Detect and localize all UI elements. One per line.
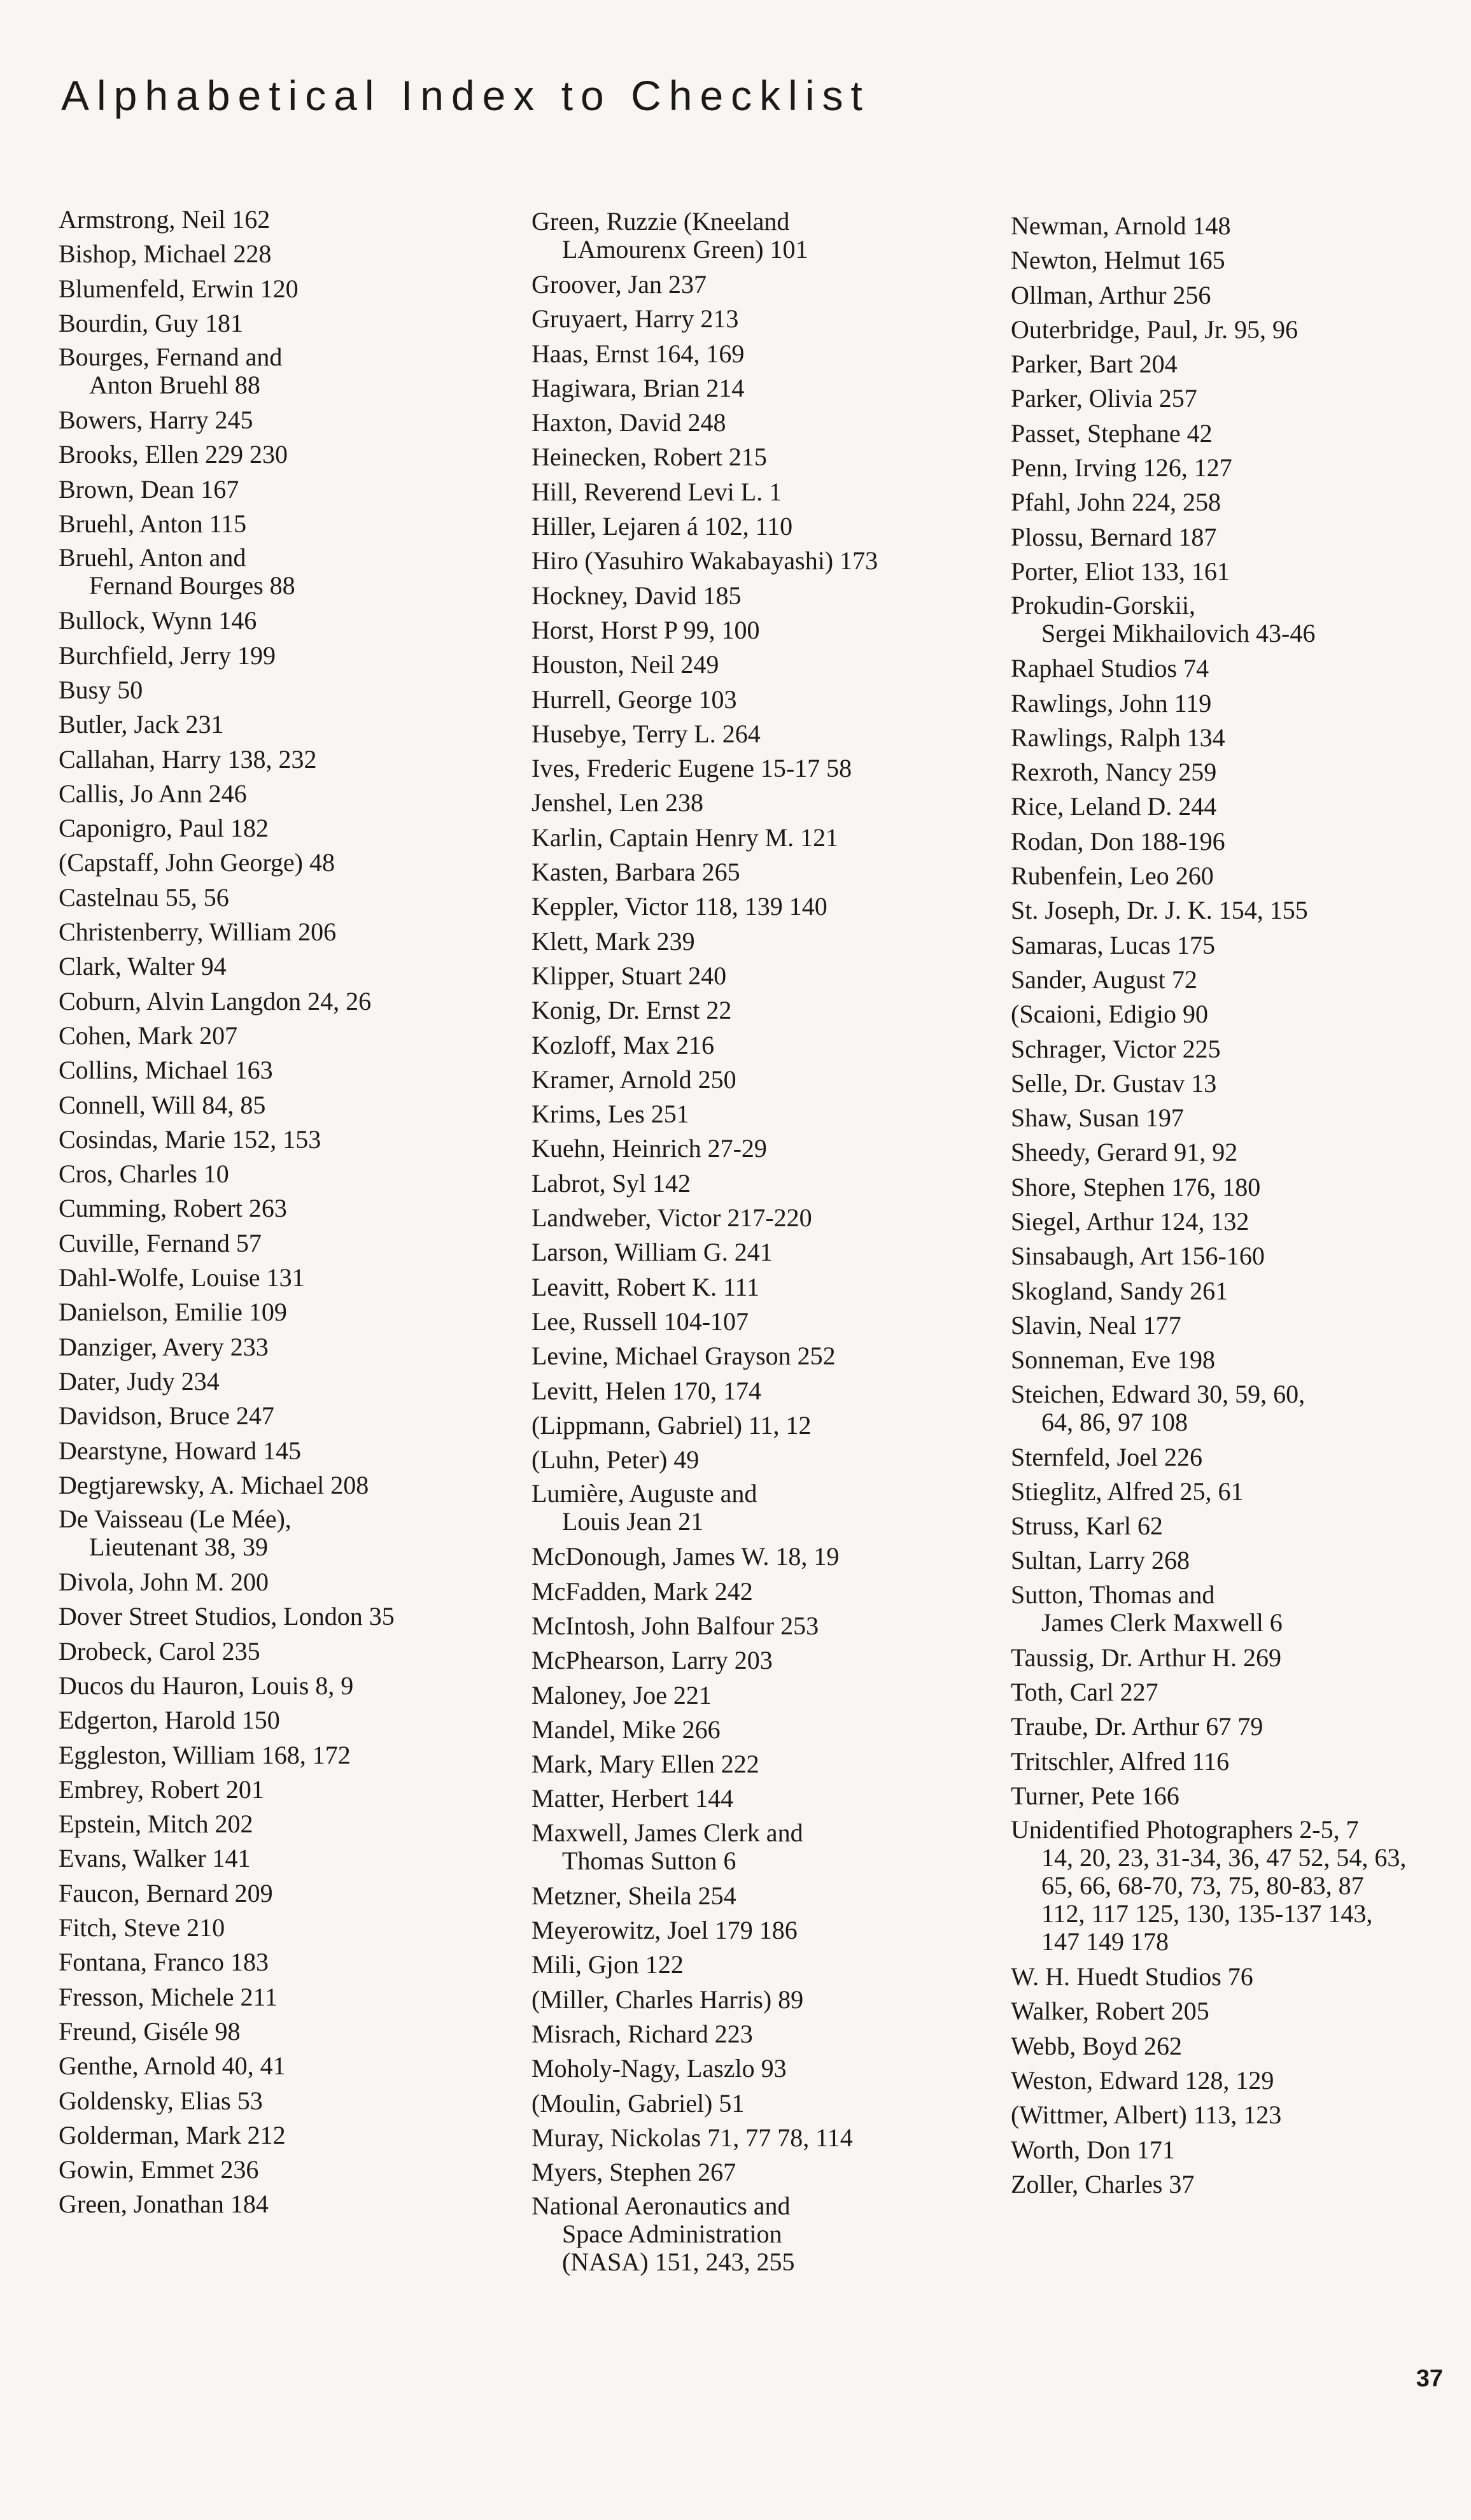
index-entry: Siegel, Arthur 124, 132	[1011, 1207, 1249, 1236]
index-entry: Krims, Les 251	[531, 1100, 689, 1129]
index-entry: Tritschler, Alfred 116	[1011, 1746, 1230, 1776]
index-entry: Prokudin-Gorskii, Sergei Mikhailovich 43-46	[1011, 591, 1316, 648]
index-entry: Brown, Dean 167	[59, 474, 239, 504]
index-entry: Meyerowitz, Joel 179 186	[531, 1916, 798, 1945]
index-entry: Zoller, Charles 37	[1011, 2169, 1195, 2198]
index-entry: Penn, Irving 126, 127	[1011, 453, 1232, 483]
index-entry: Sander, August 72	[1011, 965, 1197, 994]
index-entry: Turner, Pete 166	[1011, 1781, 1179, 1810]
index-entry: Busy 50	[59, 675, 143, 704]
index-entry: Kramer, Arnold 250	[531, 1065, 736, 1094]
index-entry: Jenshel, Len 238	[531, 788, 703, 818]
index-entry: Dearstyne, Howard 145	[59, 1436, 301, 1465]
index-entry: Edgerton, Harold 150	[59, 1706, 280, 1735]
index-entry: Levine, Michael Grayson 252	[531, 1341, 836, 1371]
index-entry: Maloney, Joe 221	[531, 1680, 712, 1709]
index-entry: Castelnau 55, 56	[59, 882, 229, 912]
index-entry: National Aeronautics and Space Administration (NASA) 151, 243, 255	[531, 2191, 795, 2277]
index-entry: Rawlings, John 119	[1011, 688, 1212, 718]
index-entry: Karlin, Captain Henry M. 121	[531, 823, 839, 852]
index-entry: Myers, Stephen 267	[531, 2158, 736, 2187]
index-entry: Slavin, Neal 177	[1011, 1310, 1181, 1340]
index-entry: Bullock, Wynn 146	[59, 606, 257, 635]
index-entry: Moholy-Nagy, Laszlo 93	[531, 2054, 787, 2083]
index-entry: Landweber, Victor 217-220	[531, 1203, 812, 1233]
index-entry: Rice, Leland D. 244	[1011, 792, 1217, 821]
index-entry: Drobeck, Carol 235	[59, 1636, 260, 1666]
index-entry: Unidentified Photographers 2-5, 7 14, 20, 23, 31-34, 36, 47 52, 54, 63, 65, 66, 68-70, 73, 75, 80-83, 87 112, 117 125, 130, 135-137 143, 147 149 178	[1011, 1815, 1407, 1957]
index-entry: Bruehl, Anton and Fernand Bourges 88	[59, 543, 295, 600]
index-entry: Bishop, Michael 228	[59, 239, 272, 269]
index-entry: Labrot, Syl 142	[531, 1168, 691, 1198]
index-entry: McPhearson, Larry 203	[531, 1646, 773, 1675]
index-entry: Haas, Ernst 164, 169	[531, 339, 745, 368]
index-entry: Webb, Boyd 262	[1011, 2031, 1182, 2060]
index-entry: Matter, Herbert 144	[531, 1784, 734, 1813]
index-entry: Burchfield, Jerry 199	[59, 641, 276, 670]
index-entry: Gowin, Emmet 236	[59, 2155, 259, 2184]
index-entry: St. Joseph, Dr. J. K. 154, 155	[1011, 896, 1308, 925]
index-entry: Armstrong, Neil 162	[59, 205, 271, 234]
index-entry: Davidson, Bruce 247	[59, 1401, 274, 1431]
index-entry: Caponigro, Paul 182	[59, 814, 269, 843]
index-entry: Golderman, Mark 212	[59, 2120, 286, 2149]
index-entry: Kasten, Barbara 265	[531, 858, 740, 887]
index-entry: McFadden, Mark 242	[531, 1576, 753, 1606]
index-entry: (Miller, Charles Harris) 89	[531, 1985, 804, 2014]
index-entry: Klipper, Stuart 240	[531, 961, 727, 990]
index-entry: Struss, Karl 62	[1011, 1511, 1163, 1541]
index-entry: (Scaioni, Edigio 90	[1011, 1000, 1208, 1029]
index-entry: Cros, Charles 10	[59, 1159, 229, 1189]
index-entry: Dater, Judy 234	[59, 1366, 220, 1396]
index-entry: Christenberry, William 206	[59, 917, 337, 947]
index-entry: Bowers, Harry 245	[59, 406, 253, 435]
index-entry: Rawlings, Ralph 134	[1011, 723, 1225, 752]
index-entry: Green, Jonathan 184	[59, 2190, 269, 2219]
index-entry: (Moulin, Gabriel) 51	[531, 2088, 745, 2118]
index-entry: Fitch, Steve 210	[59, 1913, 225, 1943]
index-entry: Evans, Walker 141	[59, 1844, 251, 1873]
index-entry: Sonneman, Eve 198	[1011, 1345, 1216, 1375]
index-entry: Fresson, Michele 211	[59, 1982, 278, 2011]
index-entry: McIntosh, John Balfour 253	[531, 1611, 819, 1640]
index-entry: Green, Ruzzie (Kneeland LAmourenx Green) 101	[531, 207, 808, 264]
index-entry: Houston, Neil 249	[531, 650, 719, 679]
index-entry: Selle, Dr. Gustav 13	[1011, 1068, 1217, 1098]
index-entry: McDonough, James W. 18, 19	[531, 1542, 840, 1571]
index-entry: Cosindas, Marie 152, 153	[59, 1124, 321, 1154]
index-entry: Shaw, Susan 197	[1011, 1103, 1184, 1133]
index-entry: Sinsabaugh, Art 156-160	[1011, 1242, 1265, 1271]
index-entry: Ducos du Hauron, Louis 8, 9	[59, 1671, 354, 1700]
index-entry: Parker, Bart 204	[1011, 350, 1178, 379]
index-entry: Sternfeld, Joel 226	[1011, 1442, 1203, 1471]
index-entry: Sheedy, Gerard 91, 92	[1011, 1138, 1238, 1167]
index-entry: Goldensky, Elias 53	[59, 2086, 263, 2115]
index-entry: Coburn, Alvin Langdon 24, 26	[59, 986, 372, 1016]
index-entry: Faucon, Bernard 209	[59, 1878, 273, 1908]
page-number: 37	[1416, 2365, 1443, 2392]
index-entry: Divola, John M. 200	[59, 1568, 269, 1597]
index-entry: Degtjarewsky, A. Michael 208	[59, 1470, 369, 1499]
index-entry: (Lippmann, Gabriel) 11, 12	[531, 1410, 812, 1440]
index-entry: Lee, Russell 104-107	[531, 1306, 749, 1336]
index-entry: Rodan, Don 188-196	[1011, 826, 1225, 856]
index-entry: Horst, Horst P 99, 100	[531, 615, 760, 644]
index-entry: Levitt, Helen 170, 174	[531, 1376, 762, 1405]
index-entry: Outerbridge, Paul, Jr. 95, 96	[1011, 315, 1299, 344]
index-entry: Klett, Mark 239	[531, 926, 695, 956]
index-entry: Raphael Studios 74	[1011, 654, 1209, 683]
index-entry: Rubenfein, Leo 260	[1011, 861, 1214, 891]
index-entry: Gruyaert, Harry 213	[531, 304, 739, 334]
index-entry: Bourges, Fernand and Anton Bruehl 88	[59, 343, 283, 400]
index-entry: Weston, Edward 128, 129	[1011, 2066, 1274, 2095]
index-entry: Connell, Will 84, 85	[59, 1090, 266, 1119]
index-entry: Muray, Nickolas 71, 77 78, 114	[531, 2123, 853, 2152]
index-entry: Mandel, Mike 266	[531, 1715, 721, 1744]
index-entry: Newman, Arnold 148	[1011, 211, 1231, 240]
index-entry: Keppler, Victor 118, 139 140	[531, 892, 827, 921]
index-entry: Cuville, Fernand 57	[59, 1228, 262, 1257]
index-entry: Parker, Olivia 257	[1011, 384, 1197, 413]
index-entry: Hiro (Yasuhiro Wakabayashi) 173	[531, 546, 878, 576]
index-entry: Stieglitz, Alfred 25, 61	[1011, 1476, 1244, 1506]
index-entry: Rexroth, Nancy 259	[1011, 758, 1217, 787]
index-entry: Haxton, David 248	[531, 408, 726, 437]
index-entry: Husebye, Terry L. 264	[531, 719, 761, 748]
index-entry: Hagiwara, Brian 214	[531, 373, 745, 402]
page-title: Alphabetical Index to Checklist	[61, 72, 870, 119]
index-entry: Ollman, Arthur 256	[1011, 280, 1211, 309]
index-entry: Cohen, Mark 207	[59, 1021, 238, 1050]
index-entry: Danziger, Avery 233	[59, 1332, 269, 1361]
index-entry: Epstein, Mitch 202	[59, 1809, 253, 1839]
index-entry: Sutton, Thomas and James Clerk Maxwell 6	[1011, 1580, 1283, 1637]
index-entry: Taussig, Dr. Arthur H. 269	[1011, 1643, 1281, 1672]
index-entry: Samaras, Lucas 175	[1011, 930, 1216, 959]
index-entry: Misrach, Richard 223	[531, 2019, 753, 2048]
index-column-1	[59, 202, 504, 2222]
index-entry: De Vaisseau (Le Mée), Lieutenant 38, 39	[59, 1504, 292, 1562]
index-entry: Groover, Jan 237	[531, 270, 707, 299]
index-entry: Kozloff, Max 216	[531, 1030, 714, 1059]
index-entry: Freund, Giséle 98	[59, 2016, 241, 2046]
index-entry: Brooks, Ellen 229 230	[59, 440, 288, 469]
index-entry: Passet, Stephane 42	[1011, 418, 1213, 448]
index-entry: Danielson, Emilie 109	[59, 1298, 287, 1327]
index-column-2	[531, 205, 993, 2280]
index-entry: Heinecken, Robert 215	[531, 442, 767, 472]
index-entry: Shore, Stephen 176, 180	[1011, 1172, 1261, 1201]
index-entry: Butler, Jack 231	[59, 710, 224, 739]
index-entry: Clark, Walter 94	[59, 952, 227, 981]
index-entry: Toth, Carl 227	[1011, 1677, 1158, 1706]
index-entry: Sultan, Larry 268	[1011, 1546, 1190, 1575]
index-entry: Genthe, Arnold 40, 41	[59, 2051, 286, 2081]
index-entry: Eggleston, William 168, 172	[59, 1740, 351, 1769]
index-entry: Callis, Jo Ann 246	[59, 779, 247, 808]
index-entry: W. H. Huedt Studios 76	[1011, 1962, 1253, 1992]
index-entry: Newton, Helmut 165	[1011, 246, 1225, 275]
index-entry: Callahan, Harry 138, 232	[59, 744, 317, 774]
index-entry: Kuehn, Heinrich 27-29	[531, 1134, 767, 1163]
index-entry: Cumming, Robert 263	[59, 1194, 287, 1223]
index-entry: (Luhn, Peter) 49	[531, 1445, 700, 1475]
index-entry: Walker, Robert 205	[1011, 1997, 1209, 2026]
index-entry: (Capstaff, John George) 48	[59, 848, 335, 877]
index-entry: Fontana, Franco 183	[59, 1948, 269, 1977]
index-entry: Porter, Eliot 133, 161	[1011, 556, 1230, 586]
index-column-3	[1011, 209, 1456, 2202]
index-entry: Metzner, Sheila 254	[531, 1881, 736, 1910]
index-entry: Dover Street Studios, London 35	[59, 1602, 395, 1631]
index-entry: Schrager, Victor 225	[1011, 1034, 1221, 1063]
index-entry: Hill, Reverend Levi L. 1	[531, 477, 782, 506]
index-entry: Plossu, Bernard 187	[1011, 522, 1217, 551]
index-entry: Hurrell, George 103	[531, 684, 737, 714]
index-entry: Larson, William G. 241	[531, 1238, 773, 1267]
index-entry: Leavitt, Robert K. 111	[531, 1272, 760, 1301]
index-entry: Maxwell, James Clerk and Thomas Sutton 6	[531, 1818, 803, 1875]
index-entry: Mili, Gjon 122	[531, 1950, 684, 1979]
index-entry: Lumière, Auguste and Louis Jean 21	[531, 1479, 757, 1536]
index-entry: Konig, Dr. Ernst 22	[531, 996, 732, 1025]
index-entry: Ives, Frederic Eugene 15-17 58	[531, 754, 852, 783]
index-entry: Mark, Mary Ellen 222	[531, 1750, 759, 1779]
index-entry: Blumenfeld, Erwin 120	[59, 274, 299, 303]
index-entry: Traube, Dr. Arthur 67 79	[1011, 1712, 1263, 1741]
index-entry: Skogland, Sandy 261	[1011, 1276, 1228, 1305]
index-entry: Bourdin, Guy 181	[59, 308, 243, 337]
index-entry: Bruehl, Anton 115	[59, 509, 247, 539]
index-entry: Pfahl, John 224, 258	[1011, 488, 1221, 517]
index-entry: Hockney, David 185	[531, 581, 742, 610]
index-entry: Worth, Don 171	[1011, 2135, 1175, 2164]
index-entry: Dahl-Wolfe, Louise 131	[59, 1263, 305, 1292]
index-entry: Hiller, Lejaren á 102, 110	[531, 512, 793, 541]
index-entry: Collins, Michael 163	[59, 1056, 273, 1085]
index-entry: (Wittmer, Albert) 113, 123	[1011, 2100, 1282, 2130]
index-entry: Steichen, Edward 30, 59, 60, 64, 86, 97 108	[1011, 1379, 1306, 1436]
index-entry: Embrey, Robert 201	[59, 1774, 264, 1804]
